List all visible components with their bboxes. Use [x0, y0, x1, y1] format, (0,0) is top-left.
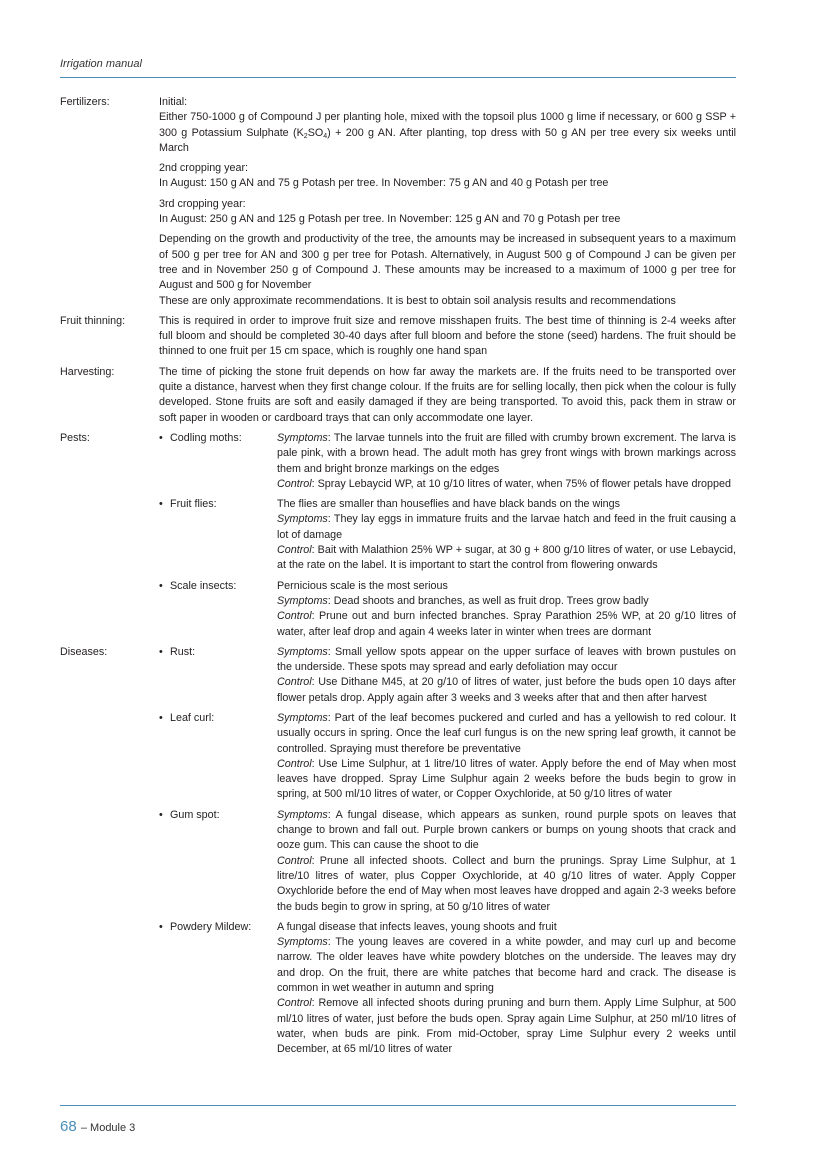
- paragraph: The time of picking the stone fruit depends on how far away the markets are. If the fruits need to be transported over quite a distance, harvest when they first change colour. If the fruits are for selling locally, then pick when the colour is fully developed. Stone fruits are soft and easily damaged if they are being transported. To avoid this, pack them in straw or soft paper in wooden or cardboard trays that can only accommodate one layer.: [159, 365, 736, 424]
- item-description: [277, 645, 736, 706]
- text-run: ) + 200 g AN. After planting, top dress with 50 g AN per tree every six weeks until March: [159, 126, 736, 154]
- section-pests: [60, 431, 736, 645]
- text-run: These are only approximate recommendations. It is best to obtain soil analysis results and recommendations: [159, 294, 676, 307]
- term: Control: [277, 757, 312, 770]
- text-run: : Bait with Malathion 25% WP + sugar, at 30 g + 800 g/10 litres of water, or use Lebaycid, at the rate on the label. It is important to start the control from flowering onwards: [277, 544, 736, 572]
- item-label: Rust:: [170, 645, 196, 658]
- item-name: [159, 808, 277, 915]
- item-label: Powdery Mildew:: [170, 920, 252, 933]
- term: Control: [277, 544, 312, 557]
- list-item: [159, 711, 736, 803]
- text-run: : The larvae tunnels into the fruit are filled with crumby brown excrement. The larva is pale pink, with a brown head. The adult moth has grey front wings with brown markings across them and bright bronze markings on the edges: [277, 431, 736, 475]
- item-name: [159, 579, 277, 640]
- list-item: [159, 920, 736, 1058]
- section-label: Diseases:: [60, 645, 108, 658]
- list-item: [159, 808, 736, 915]
- item-name: [159, 645, 277, 706]
- item-label: Fruit flies:: [170, 498, 217, 511]
- list-item: [159, 579, 736, 640]
- symptoms-line: [277, 711, 736, 757]
- item-description: [277, 497, 736, 573]
- text-run: Either 750-1000 g of Compound J per planting hole, mixed with the topsoil plus 1000 g lime if necessary, or 600 g SSP + 300 g Potassium Sulphate (K: [159, 111, 736, 139]
- term: Symptoms: [277, 645, 328, 658]
- paragraph: This is required in order to improve fruit size and remove misshapen fruits. The best time of thinning is 2-4 weeks after full bloom and should be completed 30-40 days after full bloom and before the stone (seed) hardens. The fruit should be thinned to one fruit per 15 cm space, which is roughly one hand span: [159, 314, 736, 358]
- text-run: : A fungal disease, which appears as sunken, round purple spots on leaves that change to brown and fall out. Purple brown cankers or bumps on young shoots that crack and ooze gum. This can cause the shoot to die: [277, 808, 736, 852]
- text-run: : Use Dithane M45, at 20 g/10 of litres of water, just before the buds open 10 days after flower petals drop. Apply again after 3 weeks and 3 weeks after that and then after harvest: [277, 676, 736, 704]
- term: Control: [277, 610, 312, 623]
- text-run: SO: [307, 126, 324, 139]
- section-body: [159, 95, 736, 314]
- text-run: In August: 250 g AN and 125 g Potash per tree. In November: 125 g AN and 70 g Potash per tree: [159, 213, 621, 226]
- section-label: Pests:: [60, 431, 90, 444]
- section-body: [159, 365, 736, 431]
- section-label: Harvesting:: [60, 365, 115, 378]
- text-run: : Spray Lebaycid WP, at 10 g/10 litres of water, when 75% of flower petals have dropped: [311, 477, 731, 490]
- term: Symptoms: [277, 808, 328, 821]
- item-name: [159, 497, 277, 573]
- term: Symptoms: [277, 711, 328, 724]
- bullet-icon: •: [159, 645, 163, 658]
- section-label: Fertilizers:: [60, 96, 110, 108]
- section-body: [159, 645, 736, 1063]
- intro-line: A fungal disease that infects leaves, young shoots and fruit: [277, 920, 557, 933]
- module-label: – Module 3: [80, 1122, 136, 1134]
- paragraph-second-year: [159, 161, 736, 192]
- item-description: [277, 808, 736, 915]
- symptoms-line: [277, 431, 736, 477]
- bullet-icon: •: [159, 498, 163, 511]
- item-description: [277, 431, 736, 492]
- term: Symptoms: [277, 431, 328, 444]
- control-line: [277, 543, 736, 574]
- section-fruit-thinning: [60, 314, 736, 365]
- intro-line: The flies are smaller than houseflies and have black bands on the wings: [277, 498, 621, 511]
- symptoms-line: [277, 645, 736, 676]
- item-label: Scale insects:: [170, 579, 237, 592]
- term: Control: [277, 676, 312, 689]
- paragraph-third-year: [159, 197, 736, 228]
- control-line: [277, 477, 736, 492]
- intro-line: Pernicious scale is the most serious: [277, 579, 448, 592]
- bullet-icon: •: [159, 808, 163, 821]
- bullet-icon: •: [159, 920, 163, 933]
- term: Control: [277, 477, 312, 490]
- text-run: Depending on the growth and productivity of the tree, the amounts may be increased in subsequent years to a maximum of 500 g per tree for AN and 300 g per tree for Potash. Alternatively, in August 500 g of Compound J can be given per tree and in November 250 g of Compound J. These amounts may be increased to a maximum of 1000 g per tree for August and 500 g for November: [159, 233, 736, 292]
- text-run: : They lay eggs in immature fruits and the larvae hatch and feed in the fruit causing a lot of damage: [277, 513, 736, 541]
- symptoms-line: [277, 512, 736, 543]
- control-line: [277, 675, 736, 706]
- section-harvesting: [60, 365, 736, 431]
- item-description: [277, 579, 736, 640]
- item-label: Codling moths:: [170, 431, 242, 444]
- term: Symptoms: [277, 513, 328, 526]
- symptoms-line: [277, 594, 736, 609]
- control-line: [277, 854, 736, 915]
- footer-rule: [60, 1105, 736, 1106]
- text-run: : Remove all infected shoots during pruning and burn them. Apply Lime Sulphur, at 500 ml/10 litres of water, just before the buds open. Spray again Lime Sulphur, at 250 ml/10 litres of water, when buds are pink. From mid-October, spray Lime Sulphur every 2 weeks until December, at 65 ml/10 litres of water: [277, 997, 736, 1056]
- control-line: [277, 996, 736, 1057]
- control-line: [277, 757, 736, 803]
- paragraph-initial: [159, 95, 736, 156]
- bullet-icon: •: [159, 579, 163, 592]
- page-number: 68: [60, 1118, 77, 1135]
- paragraph-depending: [159, 232, 736, 308]
- page-footer: [60, 1118, 135, 1135]
- symptoms-line: [277, 935, 736, 996]
- subscript: 2: [303, 132, 308, 140]
- item-label: Gum spot:: [170, 808, 220, 821]
- item-description: [277, 920, 736, 1058]
- symptoms-line: [277, 808, 736, 854]
- item-name: [159, 431, 277, 492]
- bullet-icon: •: [159, 431, 163, 444]
- list-item: [159, 431, 736, 492]
- bullet-icon: •: [159, 711, 163, 724]
- section-body: [159, 314, 736, 365]
- term: Symptoms: [277, 594, 328, 607]
- list-item: [159, 497, 736, 573]
- page-content: [60, 95, 736, 1063]
- running-header: Irrigation manual: [60, 58, 142, 70]
- item-label: Leaf curl:: [170, 711, 215, 724]
- item-description: [277, 711, 736, 803]
- term: Control: [277, 997, 312, 1010]
- section-label: Fruit thinning:: [60, 314, 126, 327]
- section-fertilizers: [60, 95, 736, 314]
- header-rule: [60, 77, 736, 78]
- item-name: [159, 711, 277, 803]
- subheading: 3rd cropping year:: [159, 197, 246, 210]
- text-run: : Use Lime Sulphur, at 1 litre/10 litres of water. Apply before the end of May when most leaves have dropped. Spray Lime Sulphur again 2 weeks before the buds begin to grow in spring, at 500 ml/10 litres of water, or Copper Oxychloride, at 50 g/10 litres of water: [277, 757, 736, 801]
- section-diseases: [60, 645, 736, 1063]
- term: Control: [277, 854, 312, 867]
- text-run: : The young leaves are covered in a white powder, and may curl up and become narrow. The older leaves have white powdery blotches on the underside. The leaves may dry and drop. On the fruit, there are white patches that become hard and crack. The disease is common in wet weather in autumn and spring: [277, 936, 736, 995]
- text-run: : Small yellow spots appear on the upper surface of leaves with brown pustules on the underside. These spots may spread and early defoliation may occur: [277, 645, 736, 674]
- item-name: [159, 920, 277, 1058]
- text-run: In August: 150 g AN and 75 g Potash per tree. In November: 75 g AN and 40 g Potash per tree: [159, 177, 609, 190]
- subheading: 2nd cropping year:: [159, 162, 249, 175]
- text-run: : Prune out and burn infected branches. Spray Parathion 25% WP, at 20 g/10 litres of water, after leaf drop and again 4 weeks later in winter when trees are dormant: [277, 610, 736, 638]
- text-run: : Prune all infected shoots. Collect and burn the prunings. Spray Lime Sulphur, at 1 litre/10 litres of water, plus Copper Oxychloride, at 40 g/10 litres of water. Apply Copper Oxychloride before the end of May when most leaves have dropped and again 2-3 weeks before the buds begin to grow in spring, at 50 g/10 litres of water: [277, 854, 736, 913]
- control-line: [277, 609, 736, 640]
- text-run: : Part of the leaf becomes puckered and curled and has a yellowish to red colour. It usually occurs in spring. Once the leaf curl fungus is on the new spring leaf growth, it cannot be controlled. Spraying must therefore be preventative: [277, 711, 736, 755]
- list-item: [159, 645, 736, 706]
- text-run: : Dead shoots and branches, as well as fruit drop. Trees grow badly: [327, 594, 649, 607]
- subheading: Initial:: [159, 96, 188, 108]
- term: Symptoms: [277, 936, 328, 949]
- section-body: [159, 431, 736, 645]
- subscript: 4: [323, 132, 328, 140]
